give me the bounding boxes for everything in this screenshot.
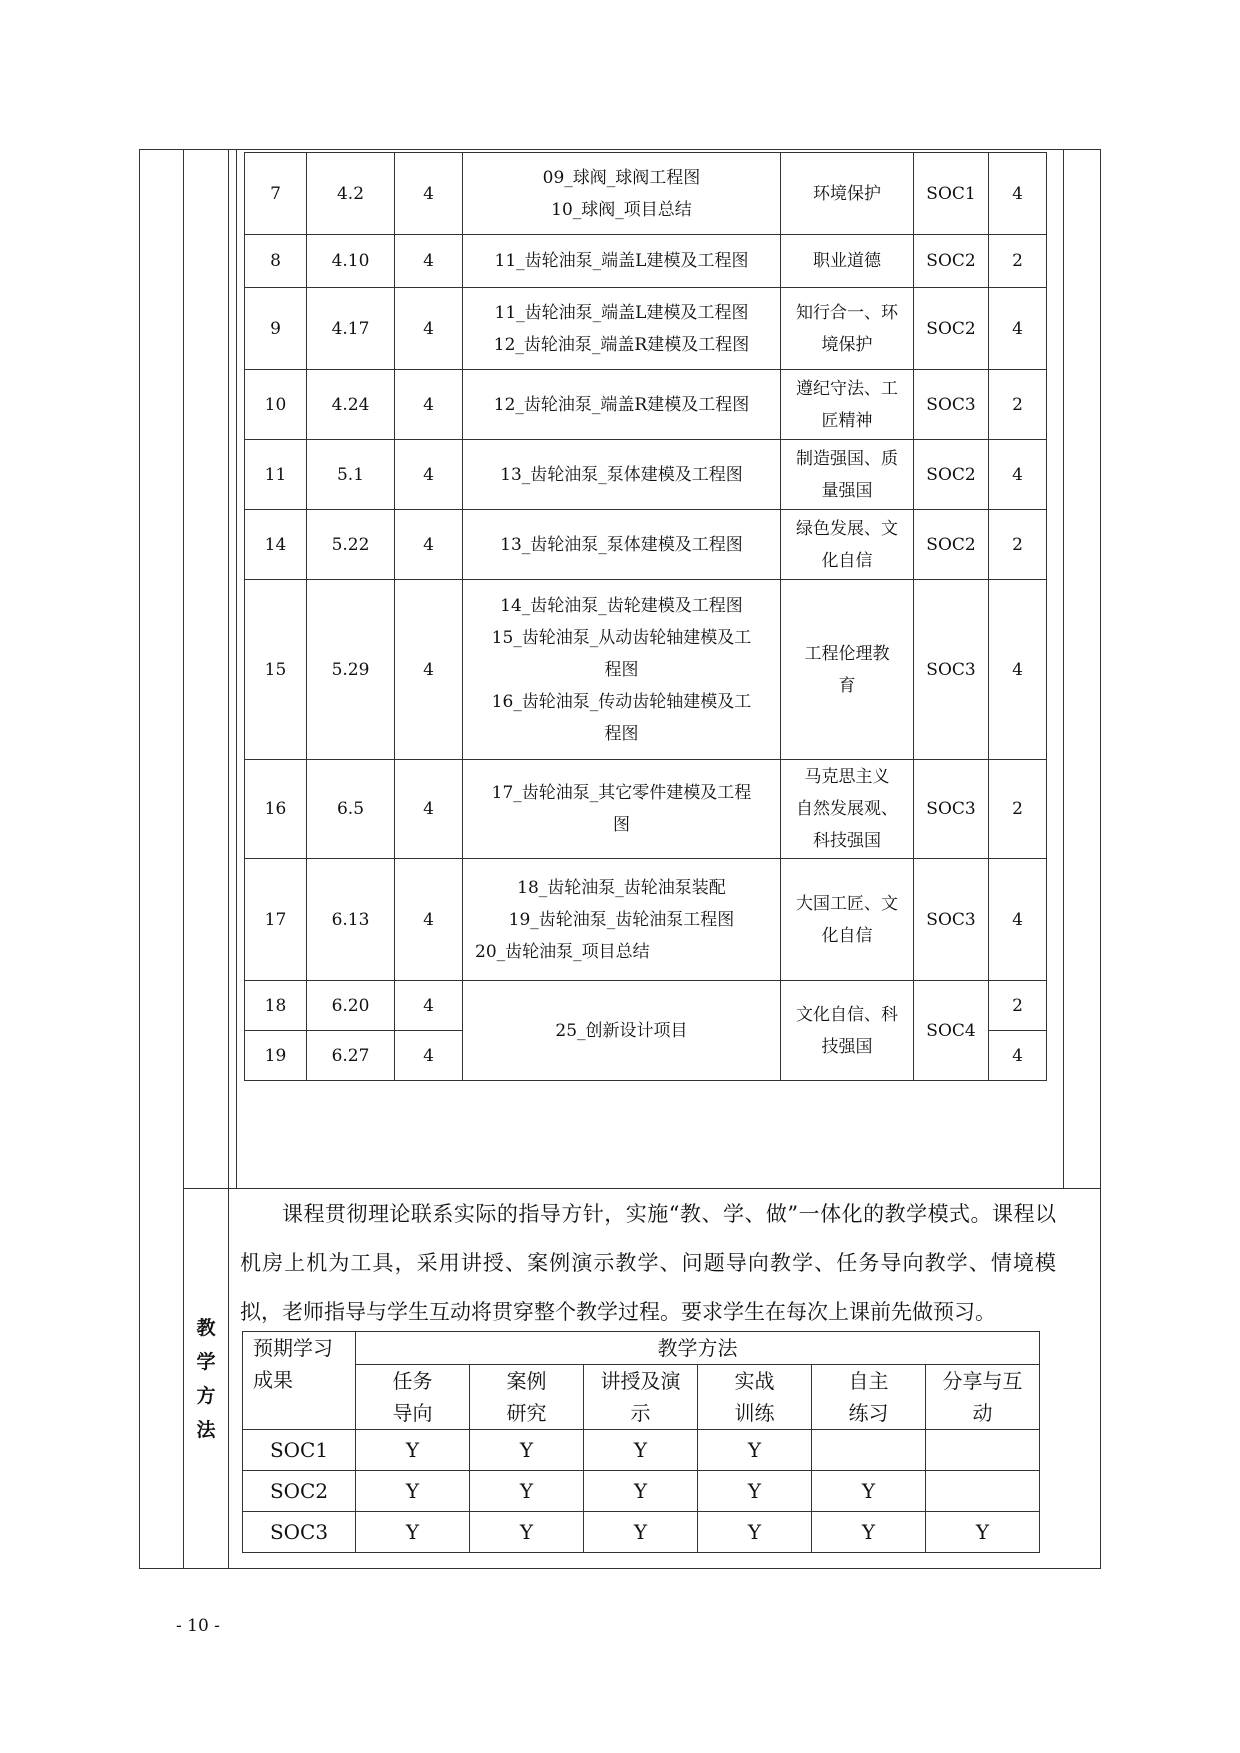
methods-header-row	[243, 1332, 1040, 1365]
cell-line: 马克思主义	[804, 767, 890, 787]
week-number-cell: 17	[245, 859, 307, 981]
cell-line: 图	[613, 815, 630, 835]
method-column-header	[926, 1365, 1040, 1430]
ideology-cell	[781, 288, 914, 370]
hours-cell: 4	[395, 580, 463, 760]
content-cell	[463, 760, 781, 859]
table-row	[245, 760, 1047, 859]
week-number-cell: 19	[245, 1031, 307, 1081]
soc-cell: SOC3	[914, 859, 989, 981]
cell-line: 职业道德	[813, 251, 881, 271]
weight-cell: 2	[989, 981, 1047, 1031]
date-cell: 6.27	[307, 1031, 395, 1081]
hours-cell: 4	[395, 153, 463, 235]
ideology-cell	[781, 235, 914, 288]
weight-cell: 4	[989, 859, 1047, 981]
method-mark-cell: Y	[926, 1512, 1040, 1553]
method-mark-cell: Y	[812, 1471, 926, 1512]
column-divider	[1063, 149, 1064, 1188]
cell-line: 程图	[604, 723, 639, 744]
method-mark-cell	[812, 1430, 926, 1471]
table-row	[245, 859, 1047, 981]
cell-line: 大国工匠、文	[796, 893, 898, 914]
table-row	[243, 1471, 1040, 1512]
weight-cell: 4	[989, 1031, 1047, 1081]
method-column-header	[812, 1365, 926, 1430]
cell-line: 讲授及演	[600, 1369, 681, 1393]
cell-line: 分享与互	[942, 1369, 1023, 1393]
method-column-header	[470, 1365, 584, 1430]
method-column-header	[356, 1365, 470, 1430]
table-row	[243, 1430, 1040, 1471]
cell-line: 匠精神	[821, 410, 873, 431]
soc-cell: SOC3	[914, 580, 989, 760]
column-divider	[236, 149, 237, 1188]
soc-cell: SOC2	[914, 510, 989, 580]
cell-line: 20_齿轮油泵_项目总结	[475, 941, 650, 962]
method-mark-cell: Y	[356, 1512, 470, 1553]
table-row	[245, 580, 1047, 760]
date-cell: 4.24	[307, 370, 395, 440]
cell-line: 16_齿轮油泵_传动齿轮轴建模及工	[491, 691, 752, 712]
cell-line: 12_齿轮油泵_端盖R建模及工程图	[493, 394, 750, 415]
method-mark-cell: Y	[470, 1430, 584, 1471]
cell-line: 制造强国、质	[796, 448, 898, 469]
cell-line: 19_齿轮油泵_齿轮油泵工程图	[508, 909, 735, 930]
table-row	[245, 510, 1047, 580]
weight-cell: 4	[989, 153, 1047, 235]
method-mark-cell: Y	[698, 1471, 812, 1512]
method-mark-cell: Y	[356, 1471, 470, 1512]
outcome-name-cell: SOC1	[243, 1430, 356, 1471]
cell-line: 预期学习	[253, 1336, 333, 1360]
date-cell: 4.2	[307, 153, 395, 235]
content-cell	[463, 370, 781, 440]
hours-cell: 4	[395, 235, 463, 288]
page-number: - 10 -	[176, 1616, 220, 1636]
cell-line: 12_齿轮油泵_端盖R建模及工程图	[493, 334, 750, 355]
week-number-cell: 14	[245, 510, 307, 580]
cell-line: 成果	[253, 1368, 293, 1392]
cell-line: 自然发展观、	[796, 799, 898, 819]
cell-line: 工程伦理教	[804, 643, 890, 664]
section-label-teaching-method	[184, 1188, 228, 1569]
method-column-header	[698, 1365, 812, 1430]
method-mark-cell: Y	[584, 1430, 698, 1471]
table-row	[245, 981, 1047, 1031]
cell-line: 程图	[604, 659, 639, 680]
date-cell: 4.10	[307, 235, 395, 288]
method-mark-cell: Y	[356, 1430, 470, 1471]
content-cell	[463, 288, 781, 370]
cell-line: 技强国	[821, 1036, 873, 1057]
content-cell	[463, 510, 781, 580]
content-cell	[463, 153, 781, 235]
method-mark-cell: Y	[812, 1512, 926, 1553]
cell-line: 18_齿轮油泵_齿轮油泵装配	[517, 877, 726, 898]
week-number-cell: 15	[245, 580, 307, 760]
soc-cell: SOC2	[914, 288, 989, 370]
date-cell: 6.20	[307, 981, 395, 1031]
cell-line: 境保护	[821, 334, 873, 355]
soc-cell: SOC1	[914, 153, 989, 235]
table-row	[243, 1512, 1040, 1553]
cell-line: 09_球阀_球阀工程图	[542, 167, 701, 188]
week-number-cell: 11	[245, 440, 307, 510]
cell-line: 14_齿轮油泵_齿轮建模及工程图	[500, 595, 743, 616]
ideology-cell	[781, 981, 914, 1081]
cell-line: 示	[630, 1401, 651, 1425]
hours-cell: 4	[395, 859, 463, 981]
methods-table	[242, 1331, 1040, 1553]
ideology-cell	[781, 153, 914, 235]
table-row	[245, 235, 1047, 288]
method-mark-cell: Y	[698, 1512, 812, 1553]
weight-cell: 4	[989, 580, 1047, 760]
week-number-cell: 10	[245, 370, 307, 440]
method-mark-cell: Y	[584, 1471, 698, 1512]
cell-line: 化自信	[821, 550, 873, 571]
weight-cell: 2	[989, 370, 1047, 440]
section-label-char: 法	[196, 1418, 216, 1441]
cell-line: 知行合一、环	[796, 302, 898, 323]
cell-line: 13_齿轮油泵_泵体建模及工程图	[500, 534, 743, 555]
soc-cell: SOC4	[914, 981, 989, 1081]
cell-line: 11_齿轮油泵_端盖L建模及工程图	[494, 302, 749, 323]
cell-line: 科技强国	[813, 831, 881, 851]
hours-cell: 4	[395, 288, 463, 370]
method-paragraph: 课程贯彻理论联系实际的指导方针，实施“教、学、做”一体化的教学模式。课程以机房上机为工具，采用讲授、案例演示教学、问题导向教学、任务导向教学、情境模拟，老师指导与学生互动将贯穿整个教学过程。要求学生在每次上课前先做预习。	[240, 1202, 1056, 1324]
table-row	[245, 370, 1047, 440]
soc-cell: SOC3	[914, 370, 989, 440]
cell-line: 动	[972, 1401, 993, 1425]
hours-cell: 4	[395, 981, 463, 1031]
cell-line: 15_齿轮油泵_从动齿轮轴建模及工	[491, 627, 752, 648]
outcome-name-cell: SOC3	[243, 1512, 356, 1553]
cell-line: 10_球阀_项目总结	[551, 199, 692, 220]
method-mark-cell: Y	[470, 1512, 584, 1553]
method-mark-cell	[926, 1430, 1040, 1471]
ideology-cell	[781, 510, 914, 580]
date-cell: 5.22	[307, 510, 395, 580]
cell-line: 自主	[848, 1369, 889, 1393]
week-number-cell: 8	[245, 235, 307, 288]
date-cell: 5.1	[307, 440, 395, 510]
method-group-header: 教学方法	[356, 1332, 1040, 1365]
content-cell	[463, 580, 781, 760]
cell-line: 11_齿轮油泵_端盖L建模及工程图	[494, 251, 749, 271]
cell-line: 练习	[848, 1401, 889, 1425]
hours-cell: 4	[395, 510, 463, 580]
cell-line: 13_齿轮油泵_泵体建模及工程图	[500, 464, 743, 485]
section-divider	[183, 1188, 1101, 1189]
date-cell: 4.17	[307, 288, 395, 370]
teaching-method-description	[240, 1190, 1056, 1337]
table-row	[245, 153, 1047, 235]
outcome-name-cell: SOC2	[243, 1471, 356, 1512]
cell-line: 环境保护	[813, 183, 881, 204]
schedule-table	[244, 152, 1047, 1081]
content-cell: 25_创新设计项目	[463, 981, 781, 1081]
cell-line: 研究	[506, 1401, 547, 1425]
weight-cell: 4	[989, 288, 1047, 370]
section-label-char: 学	[196, 1350, 216, 1373]
soc-cell: SOC2	[914, 440, 989, 510]
ideology-cell	[781, 580, 914, 760]
method-column-header	[584, 1365, 698, 1430]
cell-line: 案例	[506, 1369, 547, 1393]
week-number-cell: 7	[245, 153, 307, 235]
hours-cell: 4	[395, 370, 463, 440]
hours-cell: 4	[395, 1031, 463, 1081]
table-row	[245, 440, 1047, 510]
method-mark-cell: Y	[470, 1471, 584, 1512]
section-label-char: 教	[196, 1316, 216, 1339]
date-cell: 5.29	[307, 580, 395, 760]
content-cell	[463, 440, 781, 510]
hours-cell: 4	[395, 440, 463, 510]
table-row	[245, 288, 1047, 370]
cell-line: 化自信	[821, 925, 873, 946]
cell-line: 文化自信、科	[796, 1004, 898, 1025]
week-number-cell: 16	[245, 760, 307, 859]
date-cell: 6.5	[307, 760, 395, 859]
cell-line: 绿色发展、文	[796, 518, 898, 539]
section-label-char: 方	[196, 1384, 216, 1407]
ideology-cell	[781, 859, 914, 981]
column-divider	[228, 149, 229, 1569]
cell-line: 17_齿轮油泵_其它零件建模及工程	[491, 783, 752, 803]
method-mark-cell: Y	[584, 1512, 698, 1553]
content-cell	[463, 859, 781, 981]
cell-line: 量强国	[821, 480, 873, 501]
hours-cell: 4	[395, 760, 463, 859]
soc-cell: SOC2	[914, 235, 989, 288]
content-cell	[463, 235, 781, 288]
cell-line: 任务	[392, 1369, 433, 1393]
outcome-header-cell	[243, 1332, 356, 1430]
weight-cell: 2	[989, 760, 1047, 859]
cell-line: 导向	[392, 1401, 433, 1425]
date-cell: 6.13	[307, 859, 395, 981]
methods-subheader-row	[243, 1365, 1040, 1430]
method-mark-cell	[926, 1471, 1040, 1512]
ideology-cell	[781, 370, 914, 440]
weight-cell: 4	[989, 440, 1047, 510]
week-number-cell: 18	[245, 981, 307, 1031]
cell-line: 实战	[734, 1369, 775, 1393]
cell-line: 育	[838, 675, 856, 696]
cell-line: 训练	[734, 1401, 775, 1425]
method-mark-cell: Y	[698, 1430, 812, 1471]
soc-cell: SOC3	[914, 760, 989, 859]
cell-line: 遵纪守法、工	[796, 378, 898, 399]
weight-cell: 2	[989, 235, 1047, 288]
weight-cell: 2	[989, 510, 1047, 580]
ideology-cell	[781, 760, 914, 859]
week-number-cell: 9	[245, 288, 307, 370]
ideology-cell	[781, 440, 914, 510]
